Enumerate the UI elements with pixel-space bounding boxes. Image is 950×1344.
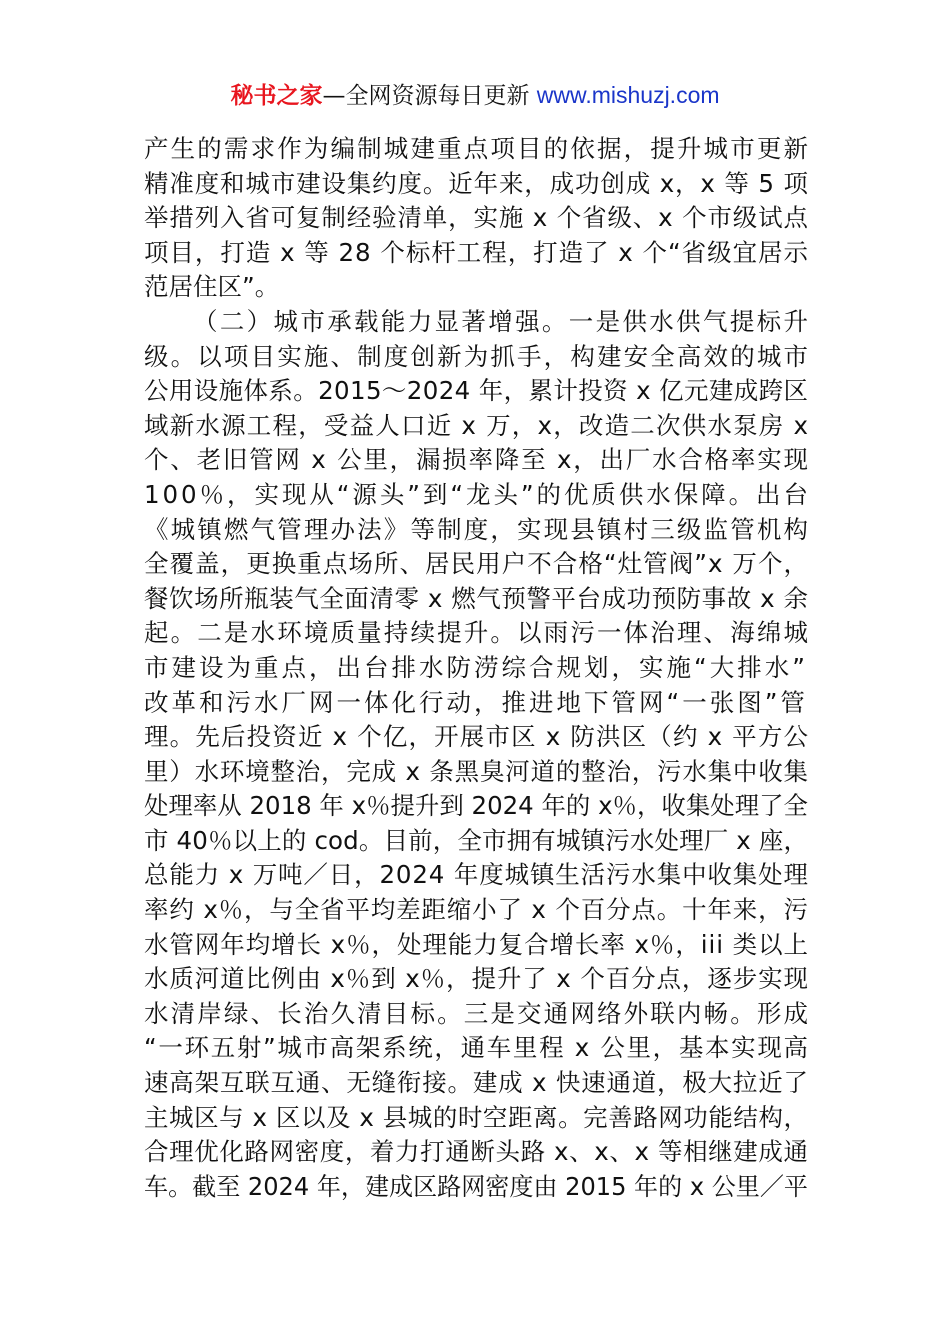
text-line: 餐饮场所瓶装气全面清零 x 燃气预警平台成功预防事故 x 余	[144, 583, 809, 613]
text-line: 改革和污水厂网一体化行动，推进地下管网“一张图”管	[144, 687, 808, 717]
text-line: 全覆盖，更换重点场所、居民用户不合格“灶管阀”x 万个，	[144, 549, 810, 579]
site-brand: 秘书之家	[230, 83, 323, 109]
text-line: 举措列入省可复制经验清单，实施 x 个省级、x 个市级试点	[144, 203, 809, 233]
text-line: 里）水环境整治，完成 x 条黑臭河道的整治，污水集中收集	[144, 756, 809, 786]
text-line: 率约 x％，与全省平均差距缩小了 x 个百分点。十年来，污	[144, 895, 809, 925]
text-line: 速高架互联互通、无缝衔接。建成 x 快速通道，极大拉近了	[144, 1068, 809, 1098]
text-line: 公用设施体系。2015～2024 年，累计投资 x 亿元建成跨区	[144, 376, 809, 406]
text-line: 主城区与 x 区以及 x 县城的时空距离。完善路网功能结构，	[144, 1102, 809, 1132]
text-line: 范居住区”。	[144, 272, 280, 302]
text-line: “一环五射”城市高架系统，通车里程 x 公里，基本实现高	[144, 1033, 810, 1063]
text-line: 市 40％以上的 cod。目前，全市拥有城镇污水处理厂 x 座，	[144, 825, 809, 855]
text-line: 起。二是水环境质量持续提升。以雨污一体治理、海绵城	[144, 618, 811, 648]
text-line: 《城镇燃气管理办法》等制度，实现县镇村三级监管机构	[144, 514, 811, 544]
site-header	[0, 78, 950, 113]
text-line: 项目，打造 x 等 28 个标杆工程，打造了 x 个“省级宜居示	[144, 237, 809, 267]
text-line: 市建设为重点，出台排水防涝综合规划，实施“大排水”	[144, 652, 808, 682]
text-line: 产生的需求作为编制城建重点项目的依据，提升城市更新	[144, 134, 811, 163]
text-line: 域新水源工程，受益人口近 x 万，x，改造二次供水泵房 x	[144, 410, 810, 440]
text-line: （二）城市承载能力显著增强。一是供水供气提标升	[193, 306, 811, 336]
text-line: 100％，实现从“源头”到“龙头”的优质供水保障。出台	[144, 479, 811, 509]
text-line: 级。以项目实施、制度创新为抓手，构建安全高效的城市	[144, 341, 811, 371]
text-line: 水清岸绿、长治久清目标。三是交通网络外联内畅。形成	[144, 998, 811, 1028]
text-line: 车。截至 2024 年，建成区路网密度由 2015 年的 x 公里／平	[144, 1171, 808, 1201]
text-line: 总能力 x 万吨／日，2024 年度城镇生活污水集中收集处理	[144, 860, 809, 890]
text-line: 水质河道比例由 x％到 x％，提升了 x 个百分点，逐步实现	[144, 964, 809, 994]
text-line: 水管网年均增长 x％，处理能力复合增长率 x％，iii 类以上	[144, 929, 809, 959]
text-line: 处理率从 2018 年 x％提升到 2024 年的 x％，收集处理了全	[144, 791, 808, 821]
text-line: 精准度和城市建设集约度。近年来，成功创成 x，x 等 5 项	[144, 168, 809, 198]
document-body	[144, 132, 824, 1204]
site-slogan: —全网资源每日更新	[322, 83, 530, 109]
text-line: 理。先后投资近 x 个亿，开展市区 x 防洪区（约 x 平方公	[144, 722, 810, 752]
text-line: 合理优化路网密度，着力打通断头路 x、x、x 等相继建成通	[144, 1137, 809, 1167]
site-url[interactable]: www.mishuzj.com	[536, 82, 720, 108]
text-line: 个、老旧管网 x 公里，漏损率降至 x，出厂水合格率实现	[144, 445, 810, 475]
